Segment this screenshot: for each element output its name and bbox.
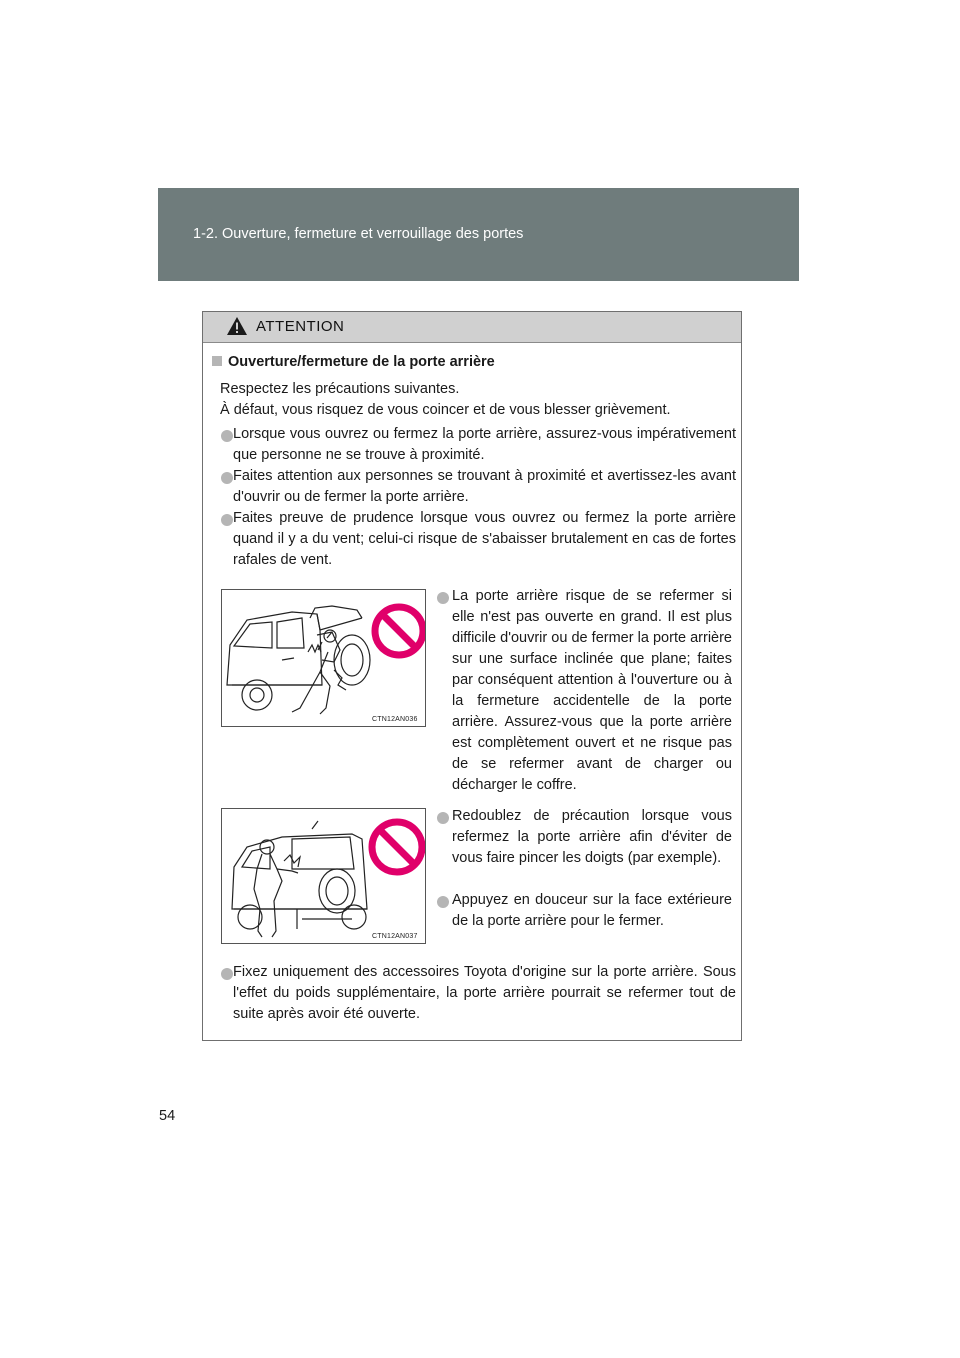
prohibition-icon [367,817,426,877]
bullet-text: Redoublez de précaution lorsque vous refermez la porte arrière afin d'éviter de vous faire pincer les doigts (par exemple). [452,808,732,866]
bullet-text: Faites attention aux personnes se trouvant à proximité et avertissez-les avant d'ouvrir ou de fermer la porte arrière. [233,468,736,505]
bullet-text: Fixez uniquement des accessoires Toyota d'origine sur la porte arrière. Sous l'effet du poids supplémentaire, la porte arrière pourrait se refermer tout de suite après avoir été ouverte. [233,964,736,1022]
round-bullet-icon [221,430,233,442]
round-bullet-icon [437,896,449,908]
bullet-text: Lorsque vous ouvrez ou fermez la porte arrière, assurez-vous impérativement que personne ne se trouve à proximité. [233,426,736,463]
warning-triangle-icon [226,316,248,336]
illustration-code: CTN12AN036 [372,716,418,723]
section-title: 1-2. Ouverture, fermeture et verrouillage des portes [193,226,524,242]
bullet-text: Appuyez en douceur sur la face extérieure de la porte arrière pour le fermer. [452,892,732,929]
prohibition-icon [370,602,426,660]
bullet-text: La porte arrière risque de se refermer si elle n'est pas ouverte en grand. Il est plus difficile d'ouvrir ou de fermer la porte arrière sur une surface inclinée que plane; faites par conséquent attention à l'ouverture ou à la fermeture accidentelle de la porte arrière. Assurez-vous que la porte arrière est complètement ouvert et ne risque pas de se refermer avant de charger ou décharger le coffre. [452,588,732,793]
heading-text: Ouverture/fermeture de la porte arrière [228,354,495,370]
page-number: 54 [159,1108,176,1124]
square-bullet-icon [212,356,222,366]
round-bullet-icon [221,472,233,484]
attention-title: ATTENTION [256,318,345,335]
illustration-code: CTN12AN037 [372,933,418,940]
round-bullet-icon [437,812,449,824]
intro-line-1: Respectez les précautions suivantes. [220,381,460,397]
intro-line-2: À défaut, vous risquez de vous coincer et de vous blesser grièvement. [220,402,671,418]
attention-header [203,312,741,343]
round-bullet-icon [221,968,233,980]
illustration-closing-tailgate [221,808,426,944]
bullet-text: Faites preuve de prudence lorsque vous ouvrez ou fermez la porte arrière quand il y a du vent; celui-ci risque de s'abaisser brutalement en cas de fortes rafales de vent. [233,510,736,568]
round-bullet-icon [437,592,449,604]
illustration-open-tailgate [221,589,426,727]
section-heading [212,352,495,373]
round-bullet-icon [221,514,233,526]
